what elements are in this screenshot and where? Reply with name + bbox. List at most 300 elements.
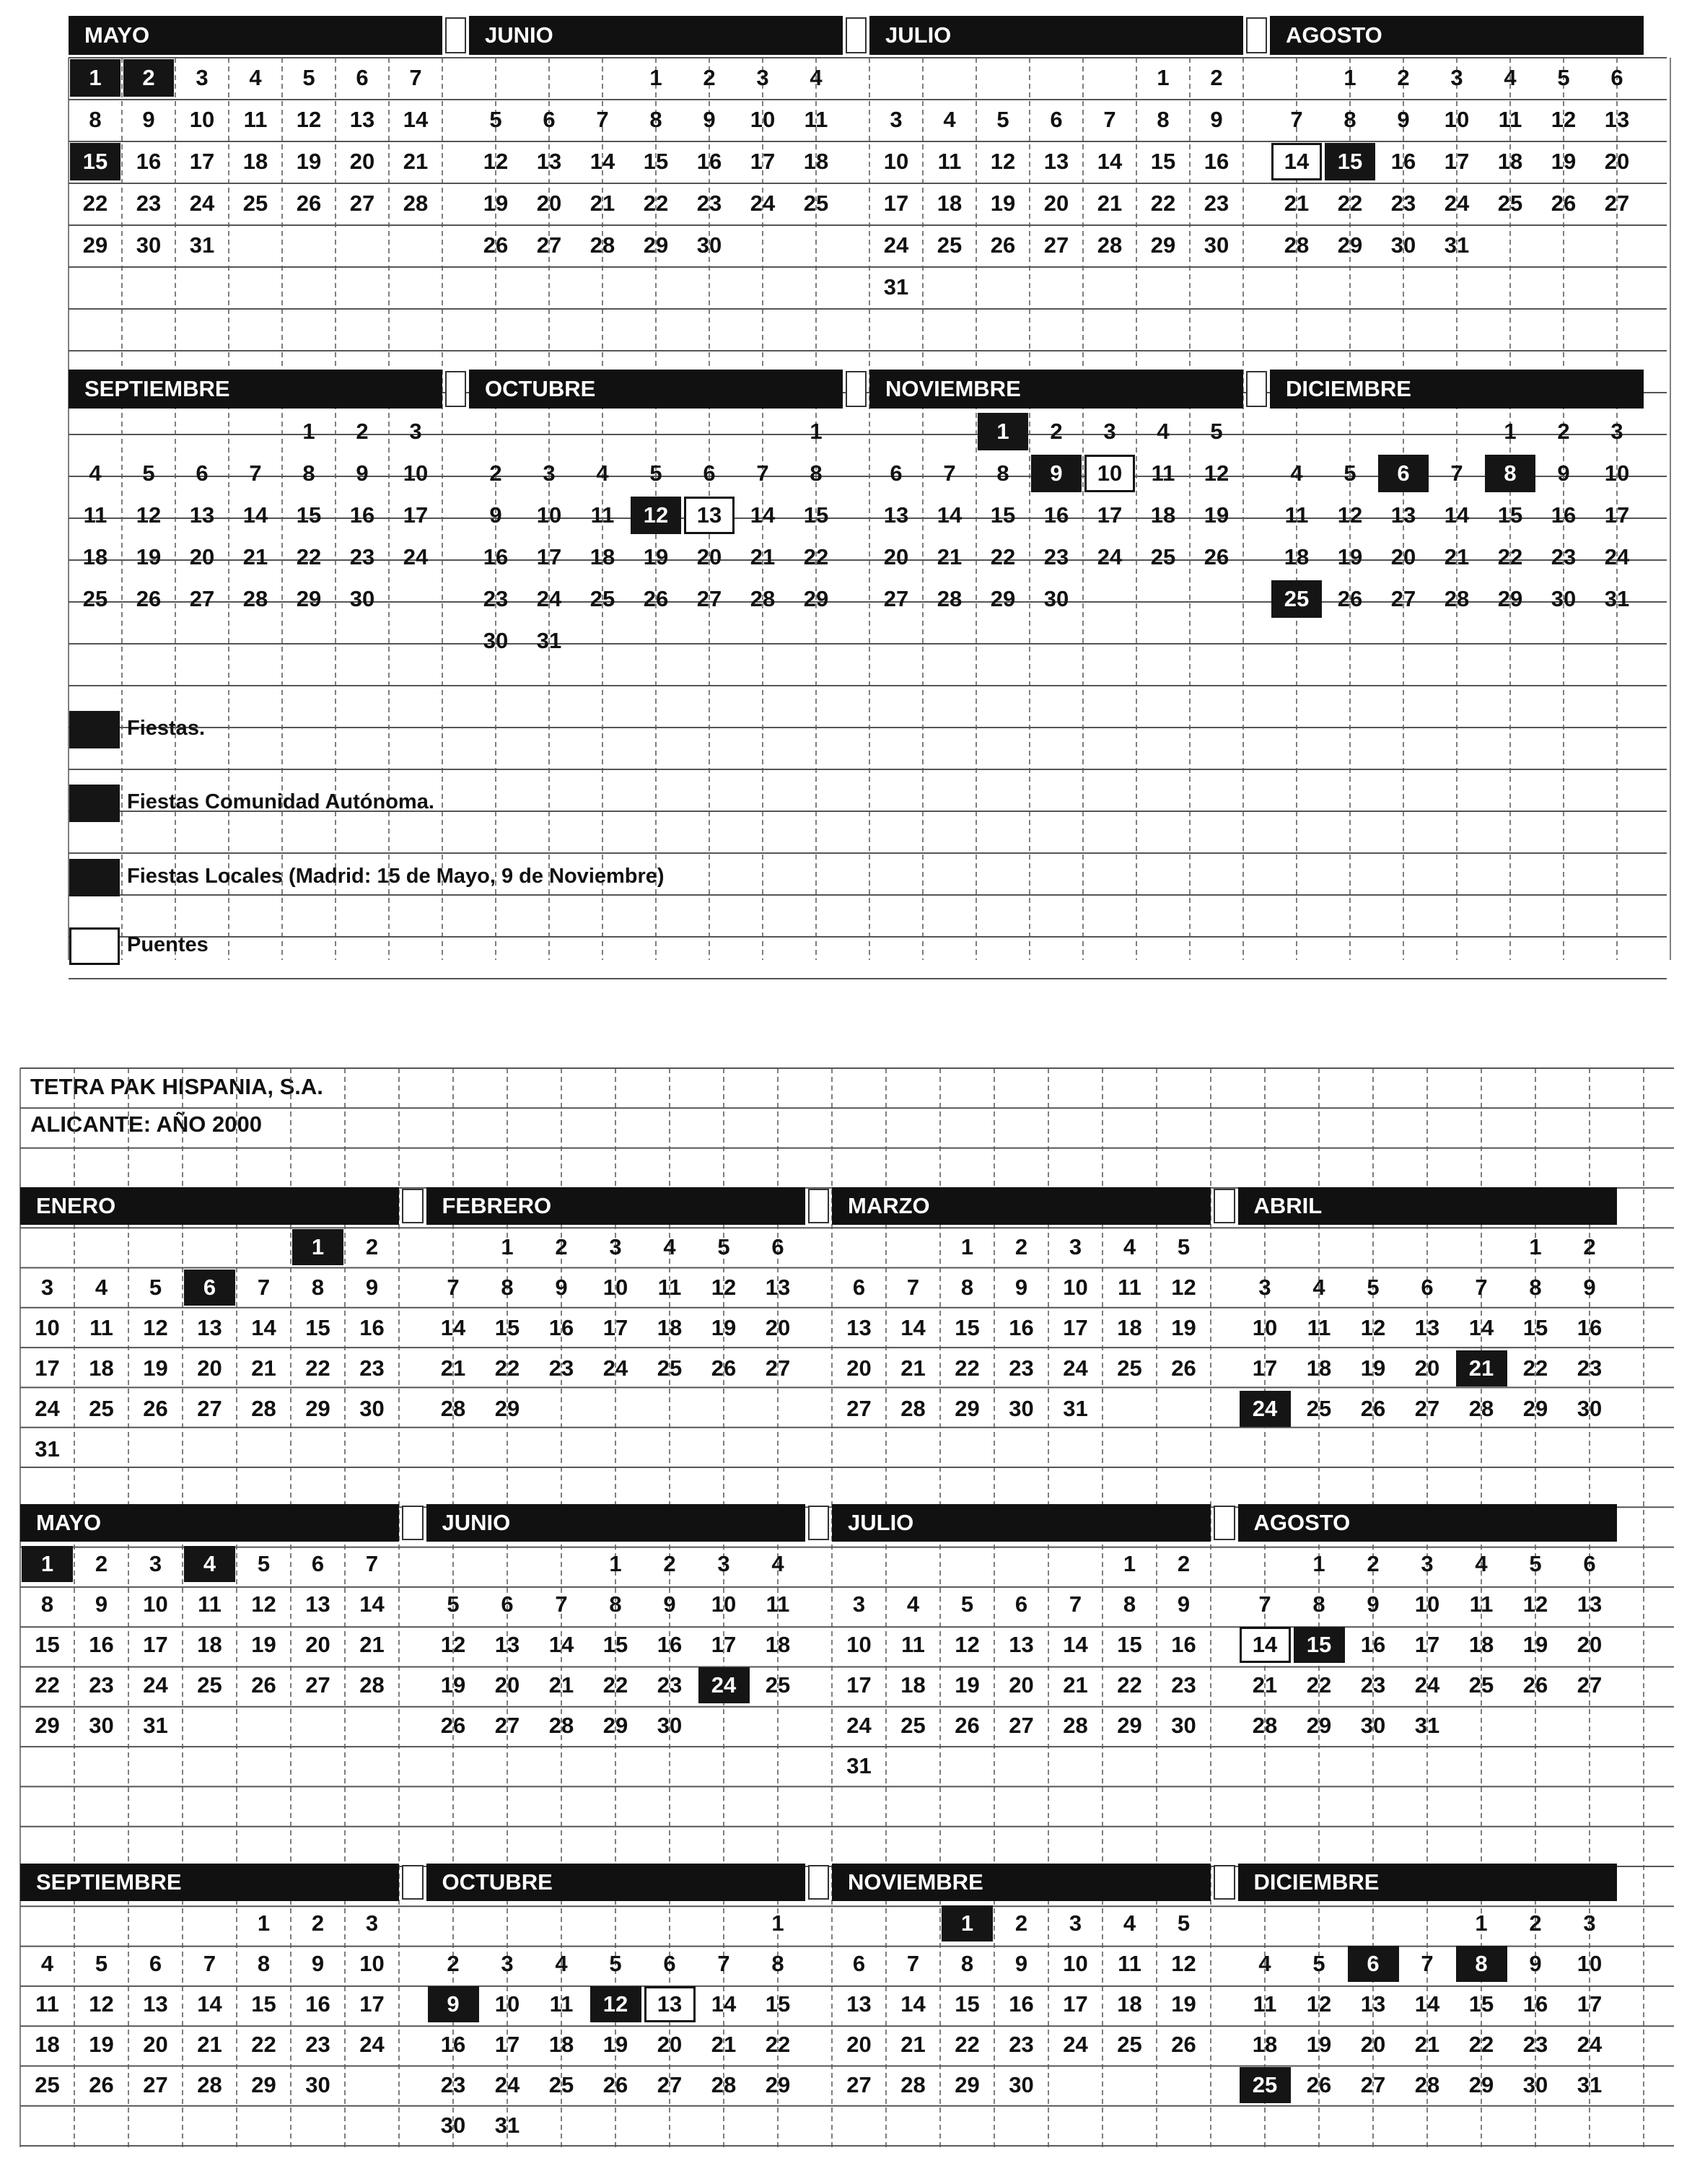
day-cell: 6	[311, 1551, 325, 1576]
day-cell: 30	[1204, 232, 1229, 258]
day-cell: 24	[698, 1667, 750, 1703]
day-cell: 4	[1157, 419, 1170, 444]
day-cell: 15	[296, 502, 322, 528]
day-cell: 6	[196, 460, 209, 486]
day-cell: 1	[70, 59, 120, 97]
day-cell: 28	[900, 2072, 926, 2097]
day-cell: 1	[1312, 1551, 1325, 1576]
day-cell: 11	[901, 1632, 925, 1657]
day-cell: 27	[1390, 586, 1416, 611]
day-cell: 13	[305, 1591, 330, 1617]
day-cell: 28	[900, 1396, 926, 1421]
day-cell: 14	[937, 502, 963, 528]
day-cell: 12	[89, 1991, 114, 2017]
day-cell: 14	[589, 149, 615, 174]
day-cell: 10	[143, 1591, 168, 1617]
day-cell: 11	[1284, 502, 1309, 528]
day-cell: 19	[143, 1355, 168, 1381]
day-cell: 4	[1312, 1275, 1325, 1300]
day-cell: 20	[657, 2032, 683, 2057]
day-cell: 13	[765, 1275, 791, 1300]
day-cell: 25	[1240, 2067, 1291, 2103]
month-header: DICIEMBRE	[1270, 370, 1644, 409]
day-cell: 26	[1306, 2072, 1332, 2097]
day-cell: 21	[937, 544, 963, 569]
month-header: AGOSTO	[1238, 1504, 1617, 1542]
day-cell: 29	[643, 232, 669, 258]
day-cell: 20	[1360, 2032, 1386, 2057]
day-cell: 10	[750, 107, 776, 132]
day-cell: 25	[1150, 544, 1176, 569]
day-cell: 30	[1171, 1713, 1196, 1738]
day-cell: 1	[810, 419, 823, 444]
day-cell: 21	[589, 191, 615, 216]
day-cell: 26	[1337, 586, 1363, 611]
day-cell: 3	[1258, 1275, 1271, 1300]
day-cell: 1	[302, 419, 315, 444]
day-cell: 3	[852, 1591, 866, 1617]
day-cell: 6	[1050, 107, 1063, 132]
day-cell: 4	[771, 1551, 784, 1576]
day-cell: 12	[1522, 1591, 1548, 1617]
month-gap-box	[1246, 371, 1267, 407]
day-cell: 4	[95, 1275, 108, 1300]
day-cell: 21	[440, 1355, 466, 1381]
day-cell: 20	[305, 1632, 330, 1657]
day-cell: 25	[765, 1672, 791, 1698]
day-cell: 10	[883, 149, 909, 174]
day-cell: 19	[1306, 2032, 1332, 2057]
day-cell: 16	[1551, 502, 1577, 528]
day-cell: 7	[756, 460, 769, 486]
day-cell: 15	[1497, 502, 1523, 528]
day-cell: 9	[1014, 1951, 1028, 1976]
day-cell: 28	[197, 2072, 222, 2097]
day-cell: 16	[359, 1315, 385, 1340]
day-cell: 22	[955, 2032, 980, 2057]
day-cell: 8	[1456, 1946, 1507, 1982]
day-cell: 23	[89, 1672, 114, 1698]
day-cell: 6	[1583, 1551, 1596, 1576]
day-cell: 13	[644, 1986, 696, 2022]
day-cell: 19	[1551, 149, 1577, 174]
day-cell: 1	[1529, 1234, 1542, 1259]
day-cell: 14	[1414, 1991, 1440, 2017]
day-cell: 2	[663, 1551, 676, 1576]
day-cell: 25	[937, 232, 963, 258]
day-cell: 3	[365, 1910, 379, 1936]
day-cell: 27	[536, 232, 562, 258]
day-cell: 15	[1294, 1627, 1345, 1663]
day-cell: 10	[1252, 1315, 1278, 1340]
day-cell: 21	[1252, 1672, 1278, 1698]
day-cell: 2	[356, 419, 369, 444]
day-cell: 26	[136, 586, 162, 611]
day-cell: 31	[846, 1753, 872, 1778]
day-cell: 15	[765, 1991, 791, 2017]
day-cell: 12	[483, 149, 509, 174]
day-cell: 20	[846, 2032, 872, 2057]
day-cell: 8	[960, 1275, 974, 1300]
day-cell: 11	[83, 502, 108, 528]
day-cell: 12	[1360, 1315, 1386, 1340]
day-cell: 7	[717, 1951, 730, 1976]
day-cell: 24	[750, 191, 776, 216]
day-cell: 16	[1009, 1315, 1034, 1340]
day-cell: 20	[846, 1355, 872, 1381]
day-cell: 20	[189, 544, 215, 569]
day-cell: 27	[696, 586, 722, 611]
day-cell: 4	[40, 1951, 54, 1976]
month-header: MAYO	[20, 1504, 399, 1542]
day-cell: 19	[1360, 1355, 1386, 1381]
day-cell: 31	[1063, 1396, 1088, 1421]
day-cell: 17	[711, 1632, 737, 1657]
day-cell: 12	[1204, 460, 1229, 486]
day-cell: 6	[501, 1591, 514, 1617]
day-cell: 13	[684, 497, 735, 534]
day-cell: 28	[589, 232, 615, 258]
day-cell: 19	[1171, 1315, 1196, 1340]
day-cell: 20	[197, 1355, 222, 1381]
day-cell: 15	[990, 502, 1016, 528]
day-cell: 8	[609, 1591, 622, 1617]
day-cell: 8	[1343, 107, 1356, 132]
day-cell: 22	[1117, 1672, 1142, 1698]
day-cell: 21	[711, 2032, 737, 2057]
day-cell: 18	[657, 1315, 683, 1340]
day-cell: 1	[1504, 419, 1517, 444]
day-cell: 1	[1157, 65, 1170, 90]
day-cell: 13	[1009, 1632, 1034, 1657]
day-cell: 18	[1468, 1632, 1494, 1657]
day-cell: 7	[203, 1951, 216, 1976]
day-cell: 9	[555, 1275, 568, 1300]
day-cell: 12	[143, 1315, 168, 1340]
day-cell: 5	[717, 1234, 730, 1259]
month-header: NOVIEMBRE	[869, 370, 1243, 409]
day-cell: 17	[846, 1672, 872, 1698]
day-cell: 17	[1063, 1315, 1088, 1340]
day-cell: 11	[198, 1591, 222, 1617]
day-cell: 9	[428, 1986, 479, 2022]
day-cell: 19	[1522, 1632, 1548, 1657]
day-cell: 27	[197, 1396, 222, 1421]
month-gap-box	[402, 1506, 424, 1540]
day-cell: 30	[1577, 1396, 1603, 1421]
day-cell: 28	[403, 191, 429, 216]
day-cell: 29	[803, 586, 829, 611]
day-cell: 4	[1258, 1951, 1271, 1976]
month-header: SEPTIEMBRE	[20, 1864, 399, 1901]
day-cell: 2	[1050, 419, 1063, 444]
day-cell: 23	[1043, 544, 1069, 569]
day-cell: 13	[536, 149, 562, 174]
day-cell: 22	[1306, 1672, 1332, 1698]
day-cell: 25	[1117, 2032, 1142, 2057]
day-cell: 17	[1414, 1632, 1440, 1657]
day-cell: 3	[543, 460, 556, 486]
day-cell: 16	[305, 1991, 330, 2017]
day-cell: 8	[649, 107, 662, 132]
day-cell: 26	[251, 1672, 276, 1698]
day-cell: 4	[810, 65, 823, 90]
day-cell: 5	[996, 107, 1009, 132]
day-cell: 19	[483, 191, 509, 216]
day-cell: 11	[1118, 1951, 1141, 1976]
day-cell: 27	[1360, 2072, 1386, 2097]
day-cell: 12	[1171, 1951, 1196, 1976]
day-cell: 28	[1414, 2072, 1440, 2097]
day-cell: 17	[536, 544, 562, 569]
day-cell: 4	[89, 460, 102, 486]
day-cell: 6	[184, 1270, 235, 1306]
day-cell: 11	[243, 107, 268, 132]
day-cell: 2	[311, 1910, 325, 1936]
day-cell: 27	[349, 191, 375, 216]
month-gap-box	[808, 1506, 830, 1540]
day-cell: 12	[955, 1632, 980, 1657]
day-cell: 10	[35, 1315, 60, 1340]
day-cell: 18	[35, 2032, 60, 2057]
day-cell: 16	[657, 1632, 683, 1657]
day-cell: 21	[1414, 2032, 1440, 2057]
day-cell: 25	[197, 1672, 222, 1698]
day-cell: 3	[890, 107, 903, 132]
month-header: SEPTIEMBRE	[69, 370, 442, 409]
day-cell: 19	[990, 191, 1016, 216]
day-cell: 3	[1069, 1910, 1082, 1936]
day-cell: 27	[765, 1355, 791, 1381]
day-cell: 21	[1063, 1672, 1088, 1698]
day-cell: 21	[197, 2032, 222, 2057]
day-cell: 16	[696, 149, 722, 174]
day-cell: 22	[35, 1672, 60, 1698]
day-cell: 7	[1450, 460, 1463, 486]
day-cell: 3	[40, 1275, 54, 1300]
day-cell: 24	[1240, 1391, 1291, 1427]
day-cell: 9	[356, 460, 369, 486]
day-cell: 12	[440, 1632, 466, 1657]
day-cell: 9	[1210, 107, 1223, 132]
day-cell: 30	[349, 586, 375, 611]
day-cell: 16	[483, 544, 509, 569]
day-cell: 6	[1610, 65, 1623, 90]
day-cell: 15	[955, 1315, 980, 1340]
month-gap-box	[808, 1865, 830, 1900]
day-cell: 4	[596, 460, 609, 486]
day-cell: 3	[756, 65, 769, 90]
day-cell: 30	[1009, 1396, 1034, 1421]
day-cell: 24	[1604, 544, 1630, 569]
legend-swatch	[69, 785, 120, 822]
day-cell: 24	[403, 544, 429, 569]
day-cell: 15	[1150, 149, 1176, 174]
day-cell: 14	[1468, 1315, 1494, 1340]
day-cell: 3	[717, 1551, 730, 1576]
day-cell: 31	[1604, 586, 1630, 611]
month-gap-box	[808, 1189, 830, 1223]
day-cell: 5	[609, 1951, 622, 1976]
day-cell: 20	[349, 149, 375, 174]
day-cell: 27	[846, 1396, 872, 1421]
day-cell: 9	[1031, 455, 1082, 492]
day-cell: 13	[1043, 149, 1069, 174]
day-cell: 8	[1123, 1591, 1136, 1617]
day-cell: 7	[249, 460, 262, 486]
day-cell: 5	[302, 65, 315, 90]
day-cell: 16	[1360, 1632, 1386, 1657]
day-cell: 21	[1456, 1350, 1507, 1386]
day-cell: 22	[1468, 2032, 1494, 2057]
day-cell: 30	[440, 2113, 466, 2138]
day-cell: 24	[1063, 1355, 1088, 1381]
day-cell: 14	[1063, 1632, 1088, 1657]
day-cell: 16	[1577, 1315, 1603, 1340]
day-cell: 14	[1271, 143, 1322, 180]
day-cell: 7	[1475, 1275, 1488, 1300]
day-cell: 9	[1177, 1591, 1191, 1617]
day-cell: 30	[305, 2072, 330, 2097]
day-cell: 14	[900, 1991, 926, 2017]
day-cell: 15	[803, 502, 829, 528]
day-cell: 30	[89, 1713, 114, 1738]
day-cell: 10	[1084, 455, 1135, 492]
day-cell: 5	[257, 1551, 271, 1576]
day-cell: 25	[589, 586, 615, 611]
day-cell: 15	[1325, 143, 1375, 180]
day-cell: 8	[960, 1951, 974, 1976]
day-cell: 7	[365, 1551, 379, 1576]
day-cell: 22	[296, 544, 322, 569]
day-cell: 19	[296, 149, 322, 174]
day-cell: 18	[937, 191, 963, 216]
day-cell: 23	[440, 2072, 466, 2097]
day-cell: 27	[1604, 191, 1630, 216]
day-cell: 16	[349, 502, 375, 528]
day-cell: 25	[1306, 1396, 1332, 1421]
day-cell: 10	[1063, 1275, 1088, 1300]
day-cell: 5	[1557, 65, 1570, 90]
day-cell: 23	[1390, 191, 1416, 216]
day-cell: 26	[1171, 1355, 1196, 1381]
legend-label: Fiestas.	[127, 717, 205, 740]
day-cell: 15	[602, 1632, 628, 1657]
day-cell: 22	[494, 1355, 520, 1381]
day-cell: 2	[1529, 1910, 1542, 1936]
month-header: NOVIEMBRE	[832, 1864, 1211, 1901]
day-cell: 5	[142, 460, 155, 486]
day-cell: 21	[359, 1632, 385, 1657]
day-cell: 13	[846, 1315, 872, 1340]
day-cell: 23	[136, 191, 162, 216]
day-cell: 7	[555, 1591, 568, 1617]
day-cell: 2	[1014, 1234, 1028, 1259]
day-cell: 6	[663, 1951, 676, 1976]
day-cell: 11	[804, 107, 828, 132]
day-cell: 26	[990, 232, 1016, 258]
day-cell: 17	[602, 1315, 628, 1340]
day-cell: 7	[1103, 107, 1116, 132]
day-cell: 9	[1529, 1951, 1542, 1976]
day-cell: 29	[296, 586, 322, 611]
day-cell: 23	[1551, 544, 1577, 569]
day-cell: 30	[483, 628, 509, 653]
day-cell: 25	[82, 586, 108, 611]
month-header: JULIO	[832, 1504, 1211, 1542]
day-cell: 6	[543, 107, 556, 132]
day-cell: 22	[803, 544, 829, 569]
month-gap-box	[1214, 1865, 1235, 1900]
day-cell: 11	[937, 149, 962, 174]
day-cell: 16	[1204, 149, 1229, 174]
day-cell: 1	[771, 1910, 784, 1936]
day-cell: 15	[955, 1991, 980, 2017]
day-cell: 15	[35, 1632, 60, 1657]
day-cell: 6	[1378, 455, 1429, 492]
day-cell: 5	[1210, 419, 1223, 444]
day-cell: 18	[900, 1672, 926, 1698]
day-cell: 8	[501, 1275, 514, 1300]
day-cell: 10	[711, 1591, 737, 1617]
day-cell: 2	[1583, 1234, 1596, 1259]
day-cell: 24	[602, 1355, 628, 1381]
day-cell: 18	[803, 149, 829, 174]
day-cell: 23	[696, 191, 722, 216]
day-cell: 26	[602, 2072, 628, 2097]
day-cell: 21	[251, 1355, 276, 1381]
day-cell: 22	[1150, 191, 1176, 216]
day-cell: 17	[403, 502, 429, 528]
day-cell: 31	[1414, 1713, 1440, 1738]
legend-label: Puentes	[127, 933, 209, 956]
day-cell: 12	[1551, 107, 1577, 132]
day-cell: 8	[1157, 107, 1170, 132]
day-cell: 21	[1097, 191, 1123, 216]
day-cell: 2	[447, 1951, 460, 1976]
day-cell: 24	[35, 1396, 60, 1421]
day-cell: 13	[189, 502, 215, 528]
day-cell: 5	[1343, 460, 1356, 486]
day-cell: 8	[996, 460, 1009, 486]
day-cell: 30	[1360, 1713, 1386, 1738]
day-cell: 6	[890, 460, 903, 486]
day-cell: 23	[1577, 1355, 1603, 1381]
day-cell: 24	[536, 586, 562, 611]
day-cell: 18	[589, 544, 615, 569]
day-cell: 3	[1610, 419, 1623, 444]
day-cell: 1	[960, 1234, 974, 1259]
month-header: OCTUBRE	[426, 1864, 805, 1901]
day-cell: 5	[1529, 1551, 1542, 1576]
day-cell: 18	[242, 149, 268, 174]
day-cell: 11	[1253, 1991, 1277, 2017]
day-cell: 1	[1475, 1910, 1488, 1936]
day-cell: 9	[1367, 1591, 1380, 1617]
day-cell: 28	[359, 1672, 385, 1698]
day-cell: 20	[143, 2032, 168, 2057]
month-gap-box	[1246, 17, 1267, 53]
day-cell: 25	[89, 1396, 114, 1421]
day-cell: 3	[1421, 1551, 1434, 1576]
day-cell: 22	[82, 191, 108, 216]
day-cell: 29	[1337, 232, 1363, 258]
day-cell: 30	[359, 1396, 385, 1421]
day-cell: 8	[257, 1951, 271, 1976]
day-cell: 3	[196, 65, 209, 90]
day-cell: 27	[846, 2072, 872, 2097]
day-cell: 22	[990, 544, 1016, 569]
